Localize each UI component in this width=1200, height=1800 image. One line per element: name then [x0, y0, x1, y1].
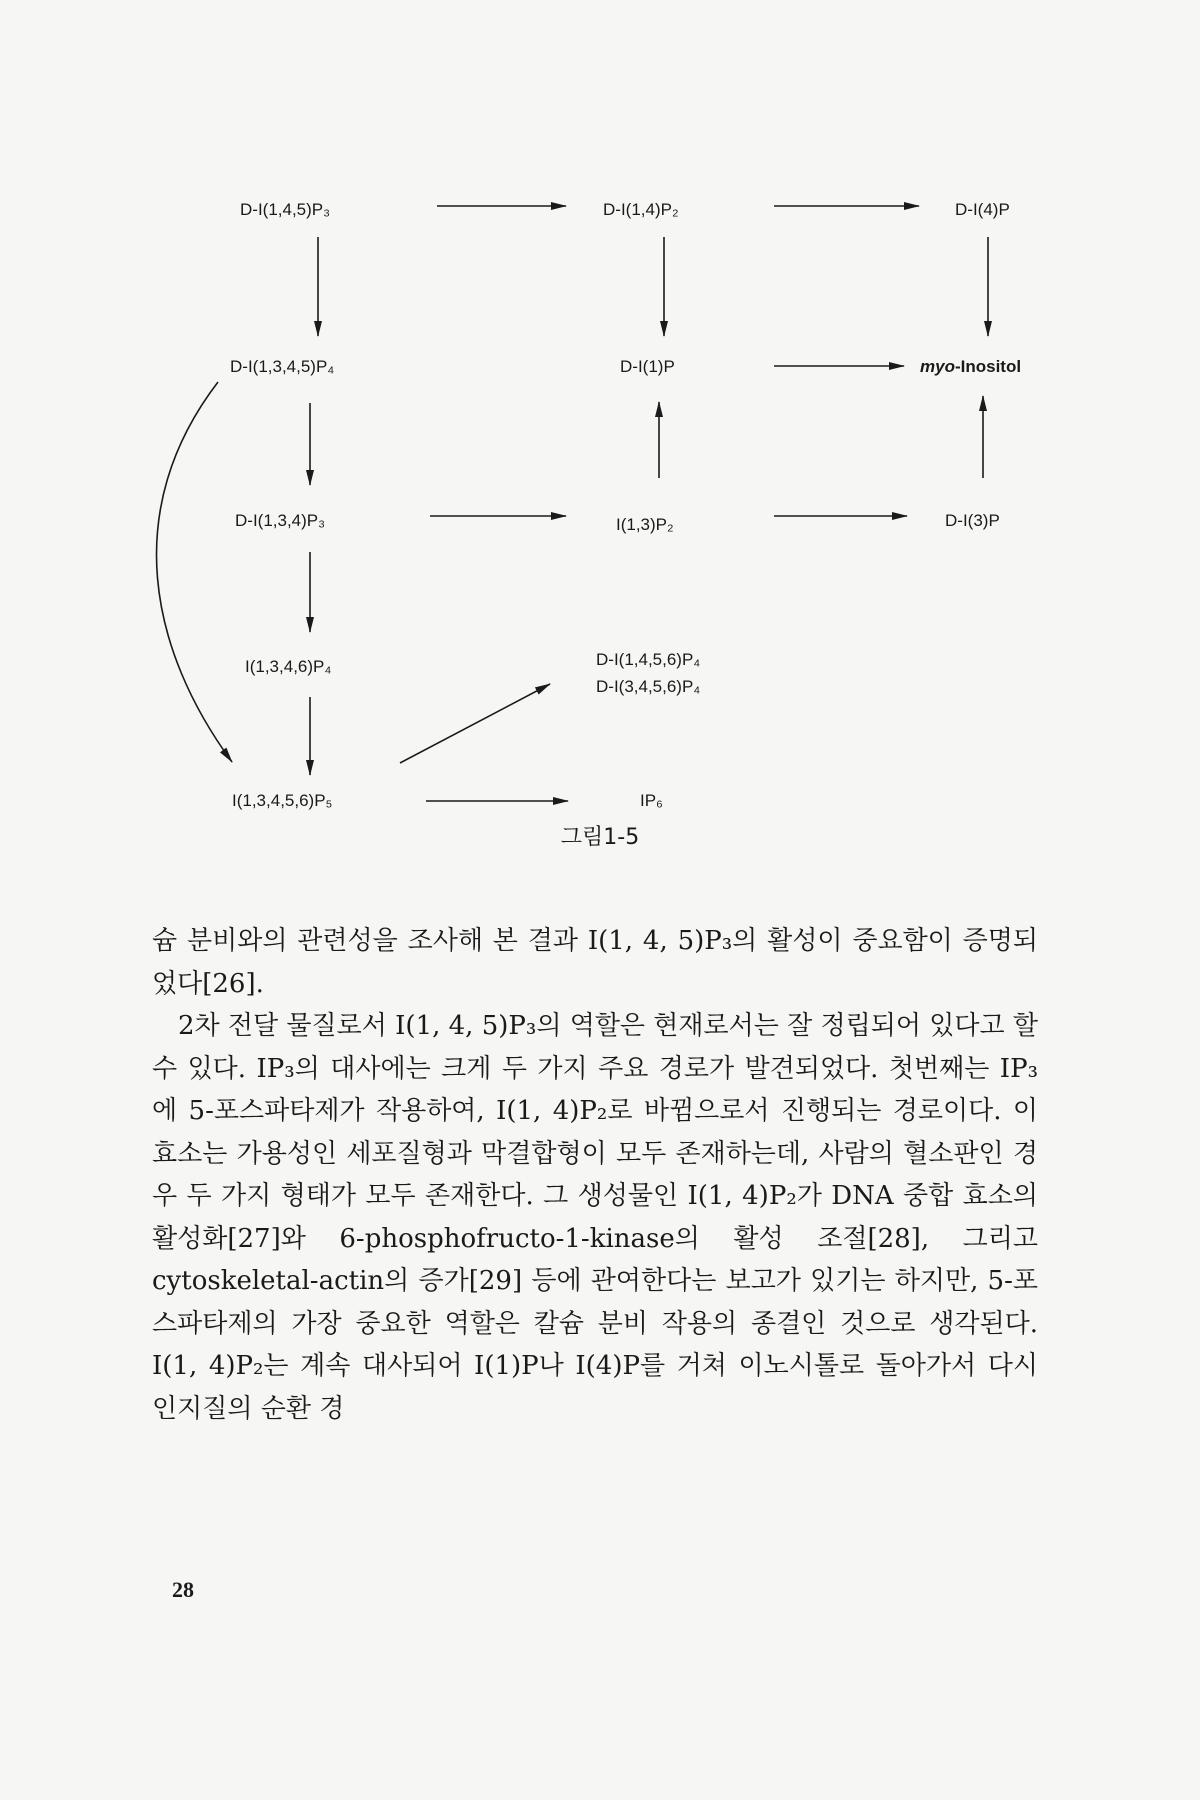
node-ip4-1456: D-I(1,4,5,6)P₄ [596, 650, 701, 669]
node-ip-3: D-I(3)P [945, 511, 1000, 530]
node-ip3-134: D-I(1,3,4)P₃ [235, 511, 326, 530]
node-ip2-13: I(1,3)P₂ [616, 515, 674, 534]
node-ip6: IP₆ [640, 791, 663, 810]
arrow-ip4-1345-to-ip5-curved [157, 382, 232, 762]
node-ip4-3456: D-I(3,4,5,6)P₄ [596, 677, 701, 696]
node-ip2-14: D-I(1,4)P₂ [603, 200, 679, 219]
body-text [152, 920, 1038, 1430]
node-ip-1: D-I(1)P [620, 357, 675, 376]
node-ip4-1346: I(1,3,4,6)P₄ [245, 657, 332, 676]
arrow-ip5-to-ip4-1456 [400, 684, 550, 763]
node-ip3-145: D-I(1,4,5)P₃ [240, 200, 331, 219]
inositol-phosphate-pathway-diagram [0, 0, 1200, 820]
node-ip5: I(1,3,4,5,6)P₅ [232, 791, 333, 810]
node-ip4-1345: D-I(1,3,4,5)P₄ [230, 357, 335, 376]
node-ip-4: D-I(4)P [955, 200, 1010, 219]
figure-caption: 그림1-5 [560, 825, 640, 850]
node-myo-inositol: myo-Inositol [920, 357, 1022, 376]
page-number: 28 [172, 1577, 194, 1602]
paragraph-1: 슘 분비와의 관련성을 조사해 본 결과 I(1, 4, 5)P₃의 활성이 중요함이 증명되었다[26]. [152, 926, 1038, 999]
paragraph-2: 2차 전달 물질로서 I(1, 4, 5)P₃의 역할은 현재로서는 잘 정립되어 있다고 할 수 있다. IP₃의 대사에는 크게 두 가지 주요 경로가 발견되었다. 첫번째는 IP₃에 5-포스파타제가 작용하여, I(1, 4)P₂로 바뀜으로서 진행되는 경로이다. 이 효소는 가용성인 세포질형과 막결합형이 모두 존재하는데, 사람의 혈소판인 경우 두 가지 형태가 모두 존재한다. 그 생성물인 I(1, 4)P₂가 DNA 중합 효소의 활성화[27]와 6-phosphofructo-1-kinase의 활성 조절[28], 그리고 cytoskeletal-actin의 증가[29] 등에 관여한다는 보고가 있기는 하지만, 5-포스파타제의 가장 중요한 역할은 칼슘 분비 작용의 종결인 것으로 생각된다. I(1, 4)P₂는 계속 대사되어 I(1)P나 I(4)P를 거쳐 이노시톨로 돌아가서 다시 인지질의 순환 경 [152, 1011, 1038, 1424]
